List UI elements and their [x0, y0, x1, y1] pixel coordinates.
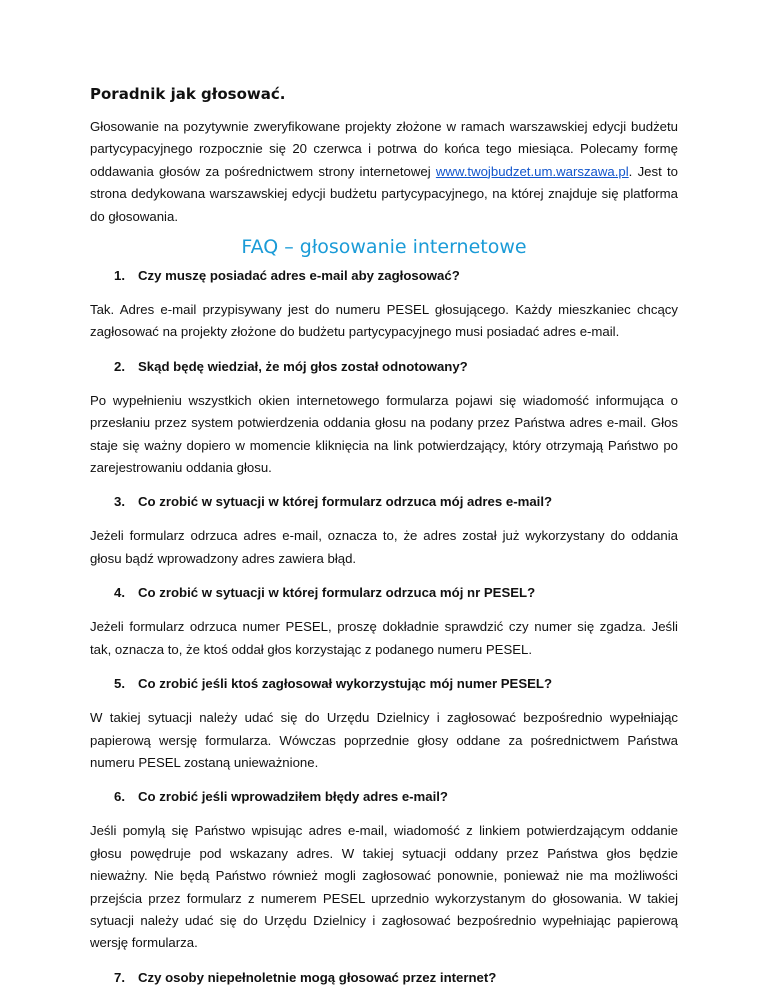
faq-question-text: Co zrobić w sytuacji w której formularz odrzuca mój nr PESEL?: [138, 585, 536, 601]
faq-question: [114, 674, 678, 694]
intro-paragraph: [90, 116, 678, 228]
faq-question: [114, 968, 678, 988]
faq-title: FAQ – głosowanie internetowe: [241, 236, 527, 259]
faq-question-number: 6.: [114, 789, 125, 805]
faq-question-text: Skąd będę wiedział, że mój głos został odnotowany?: [138, 358, 468, 374]
faq-question-number: 2.: [114, 358, 125, 374]
faq-answer: Jeśli pomylą się Państwo wpisując adres e-mail, wiadomość z linkiem potwierdzającym oddanie głosu powędruje pod wskazany adres. W takiej sytuacji oddany przez Państwa głos będzie nieważny. Nie będą Państwo również mogli zagłosować ponownie, ponieważ nie ma możliwości przejścia przez formularz z numerem PESEL uprzednio wykorzystanym do głosowania. W takiej sytuacji należy udać się do Urzędu Dzielnicy i zagłosować bezpośrednio wypełniając papierową wersję formularza.: [90, 823, 678, 951]
faq-question-text: Co zrobić jeśli wprowadziłem błędy adres e-mail?: [138, 789, 448, 805]
faq-item-1: [90, 266, 678, 344]
faq-question: [114, 357, 678, 377]
document-page: [90, 84, 678, 1001]
faq-answer: Tak. Adres e-mail przypisywany jest do numeru PESEL głosującego. Każdy mieszkaniec chcący zagłosować na projekty złożone do budżetu partycypacyjnego musi posiadać adres e-mail.: [90, 302, 678, 340]
faq-item-4: [90, 583, 678, 661]
faq-question-number: 5.: [114, 676, 125, 692]
faq-question-text: Czy muszę posiadać adres e-mail aby zagłosować?: [138, 268, 460, 284]
guide-title: Poradnik jak głosować.: [90, 85, 286, 103]
faq-item-2: [90, 357, 678, 480]
faq-item-3: [90, 492, 678, 570]
faq-question-number: 7.: [114, 969, 125, 985]
faq-answer: Po wypełnieniu wszystkich okien internetowego formularza pojawi się wiadomość informująca o przesłaniu przez system potwierdzenia oddania głosu na podany przez Państwa adres e-mail. Głos staje się ważny dopiero w momencie kliknięcia na link potwierdzający, który otrzymają Państwo po zarejestrowaniu oddania głosu.: [90, 392, 678, 476]
faq-item-5: [90, 674, 678, 774]
faq-answer: W takiej sytuacji należy udać się do Urzędu Dzielnicy i zagłosować bezpośrednio wypełniając papierową wersję formularza. Wówczas poprzednie głosy oddane za pośrednictwem Państwa numeru PESEL zostaną unieważnione.: [90, 710, 678, 770]
faq-question: [114, 492, 678, 512]
intro-text-end: . Jest to strona dedykowana warszawskiej edycji budżetu partycypacyjnego, na której znajduje się platforma do głosowania.: [90, 163, 678, 224]
faq-question: [114, 583, 678, 603]
faq-question-number: 3.: [114, 494, 125, 510]
faq-answer: Jeżeli formularz odrzuca adres e-mail, oznacza to, że adres został już wykorzystany do oddania głosu bądź wprowadzony adres zawiera błąd.: [90, 528, 678, 566]
faq-question: [114, 787, 678, 807]
faq-question-number: 4.: [114, 585, 125, 601]
faq-question-text: Co zrobić w sytuacji w której formularz odrzuca mój adres e-mail?: [138, 494, 553, 510]
faq-question: [114, 266, 678, 286]
faq-question-text: Czy osoby niepełnoletnie mogą głosować przez internet?: [138, 969, 497, 985]
faq-answer: Jeżeli formularz odrzuca numer PESEL, proszę dokładnie sprawdzić czy numer się zgadza. Jeśli tak, oznacza to, że ktoś oddał głos korzystając z podanego numeru PESEL.: [90, 619, 678, 657]
faq-item-6: [90, 787, 678, 954]
budget-website-link[interactable]: www.twojbudzet.um.warszawa.pl: [435, 163, 629, 179]
faq-item-7: [90, 968, 678, 988]
faq-question-text: Co zrobić jeśli ktoś zagłosował wykorzystując mój numer PESEL?: [138, 676, 553, 692]
faq-question-number: 1.: [114, 268, 125, 284]
intro-text-start: Głosowanie na pozytywnie zweryfikowane projekty złożone w ramach warszawskiej edycji budżetu partycypacyjnego rozpocznie się 20 czerwca i potrwa do końca tego miesiąca. Polecamy formę oddawania głosów za pośrednictwem strony internetowej: [90, 119, 678, 179]
